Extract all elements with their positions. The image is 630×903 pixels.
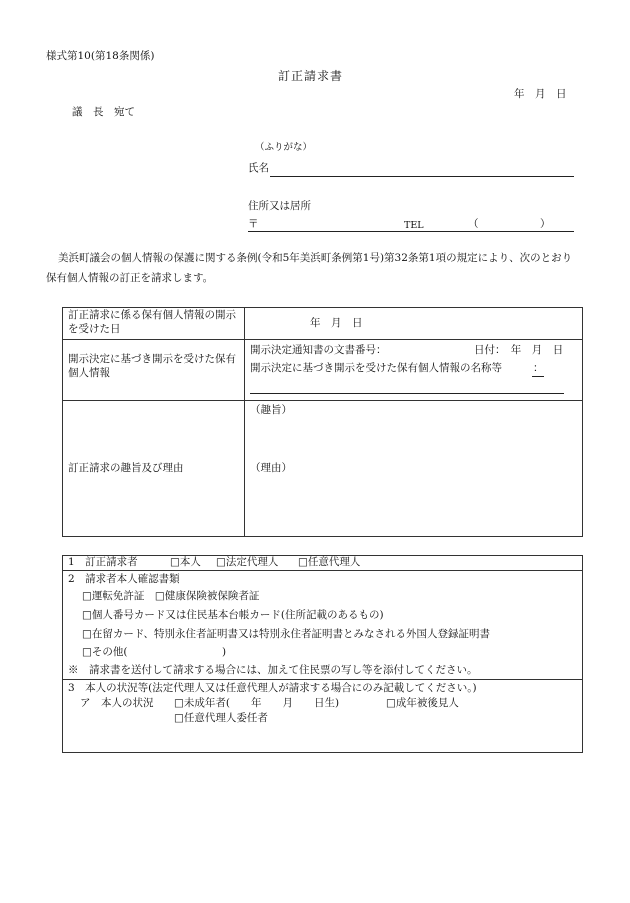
name-field[interactable] — [270, 176, 574, 177]
page-title: 訂正請求書 — [278, 69, 344, 83]
id-checkbox-line-3[interactable]: □在留カード、特別永住者証明書又は特別永住者証明書とみなされる外国人登録証明書 — [82, 628, 490, 640]
checkbox-self[interactable]: □本人 — [170, 556, 201, 568]
info-name-field[interactable] — [250, 393, 564, 394]
id-documents-heading: 2 請求者本人確認書類 — [68, 573, 180, 585]
checkbox-adult-ward[interactable]: □成年被後見人 — [386, 697, 459, 709]
date-line: 年 月 日 — [514, 88, 567, 100]
furigana-label: （ふりがな） — [255, 142, 313, 153]
address-field[interactable] — [248, 231, 574, 232]
table-row-divider — [62, 570, 583, 571]
disclosed-info-label: 開示決定に基づき開示を受けた保有個人情報 — [68, 353, 236, 379]
postal-mark: 〒 — [248, 218, 259, 230]
id-checkbox-line-2[interactable]: □個人番号カード又は住民基本台帳カード(住所記載のあるもの) — [82, 609, 384, 621]
info-name-colon: ： — [533, 362, 544, 374]
principal-status-label: ア 本人の状況 — [80, 697, 154, 709]
id-checkbox-other[interactable]: □その他( ) — [82, 646, 227, 658]
principal-status-heading: 3 本人の状況等(法定代理人又は任意代理人が請求する場合にのみ記載してください。) — [68, 682, 477, 694]
disclosure-date-label: 訂正請求に係る保有個人情報の開示を受けた日 — [68, 309, 236, 335]
notice-number-label: 開示決定通知書の文書番号： — [250, 344, 387, 356]
disclosure-date-value[interactable]: 年 月 日 — [310, 317, 363, 329]
tel-paren-open: （ — [468, 218, 479, 230]
form-number: 様式第10(第18条関係) — [46, 50, 155, 62]
addressee: 議 長 宛て — [72, 106, 135, 118]
id-checkbox-line-1[interactable]: □運転免許証 □健康保険被保険者証 — [82, 590, 260, 602]
intro-paragraph: 美浜町議会の個人情報の保護に関する条例(令和5年美浜町条例第1号)第32条第1項の規定により、次のとおり保有個人情報の訂正を請求します。 — [46, 252, 573, 284]
tel-label: TEL — [404, 220, 424, 231]
table-divider — [244, 307, 245, 537]
correction-reason-label: 訂正請求の趣旨及び理由 — [68, 462, 184, 474]
requester-type-heading: 1 訂正請求者 — [68, 556, 138, 568]
checkbox-voluntary-agent[interactable]: □任意代理人 — [298, 556, 361, 568]
id-documents-note: ※ 請求書を送付して請求する場合には、加えて住民票の写し等を添付してください。 — [68, 664, 478, 676]
notice-date-label: 日付： 年 月 日 — [474, 344, 564, 356]
checkbox-legal-agent[interactable]: □法定代理人 — [216, 556, 279, 568]
table-row-divider — [62, 400, 583, 401]
address-label: 住所又は居所 — [248, 200, 311, 212]
info-name-label: 開示決定に基づき開示を受けた保有個人情報の名称等 — [250, 362, 502, 374]
colon-underline — [532, 376, 544, 377]
tel-paren-close: ） — [540, 218, 551, 230]
checkbox-minor[interactable]: □未成年者( 年 月 日生) — [174, 697, 340, 709]
purpose-label: （趣旨） — [250, 404, 292, 416]
table-row-divider — [62, 679, 583, 680]
table-row-divider — [62, 339, 583, 340]
reason-label: （理由） — [250, 462, 292, 474]
request-table — [62, 307, 583, 537]
checkbox-voluntary-principal[interactable]: □任意代理人委任者 — [174, 712, 268, 724]
name-label: 氏名 — [248, 162, 269, 174]
